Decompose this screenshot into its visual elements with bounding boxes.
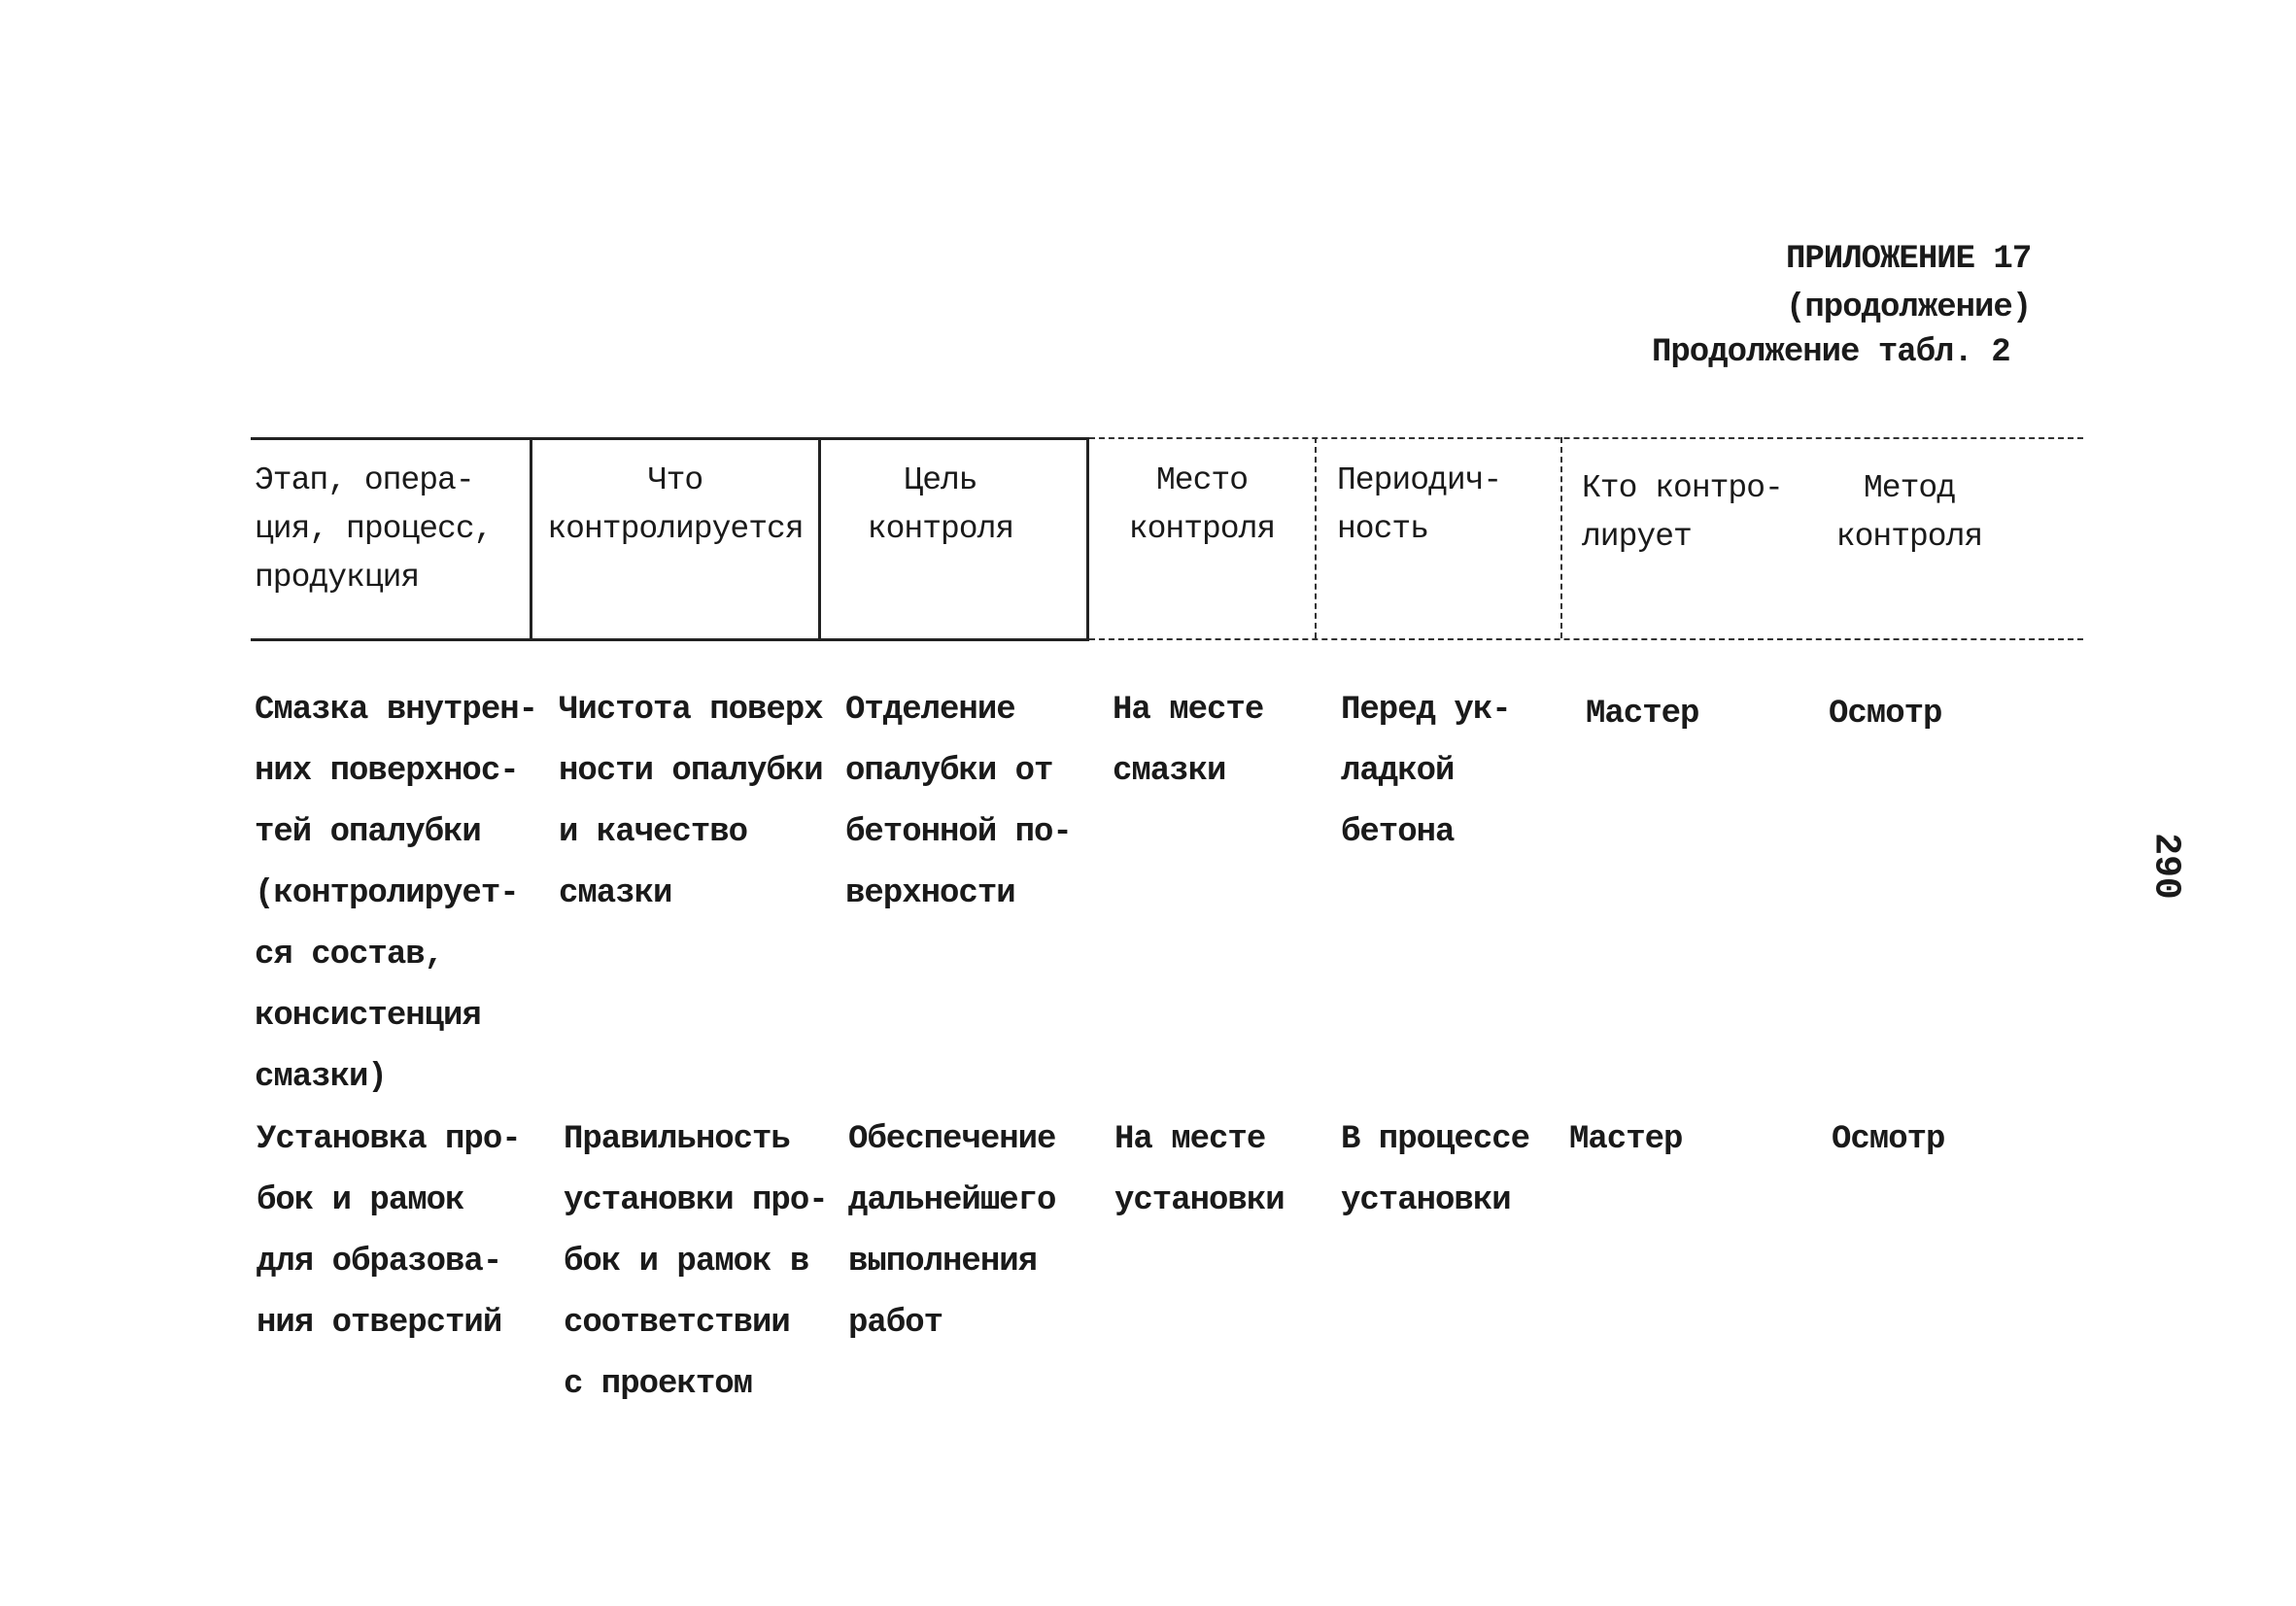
page-number: 290 (2144, 833, 2187, 900)
row1-goal: Отделение опалубки от бетонной по- верхности (845, 692, 1072, 912)
col-header-method: Метод контроля (1835, 470, 1983, 555)
row2-what: Правильность установки про- бок и рамок в соответствии с проектом (564, 1121, 828, 1403)
col-header-goal: Цель контроля (867, 462, 1014, 547)
col-sep-1 (530, 437, 532, 638)
table-top-rule (251, 437, 1089, 440)
row1-stage: Смазка внутрен- них поверхнос- тей опалубки (контролирует- ся состав, консистенция смазки) (255, 692, 538, 1096)
col-header-periodicity: Периодич- ность (1337, 462, 1502, 547)
row2-stage: Установка про- бок и рамок для образова- ния отверстий (257, 1121, 521, 1342)
row1-what: Чистота поверх ности опалубки и качество смазки (559, 692, 823, 912)
continuation-label: (продолжение) (1786, 290, 2032, 326)
row2-place: На месте установки (1114, 1121, 1285, 1219)
table-header-bottom-rule (251, 638, 1089, 641)
table-continuation-label: Продолжение табл. 2 (1652, 334, 2010, 371)
row1-place: На месте смазки (1113, 692, 1264, 790)
row2-method: Осмотр (1832, 1121, 1945, 1158)
row2-goal: Обеспечение дальнейшего выполнения работ (848, 1121, 1056, 1342)
row1-who: Мастер (1586, 696, 1699, 733)
table-top-rule-dashed (1089, 437, 2083, 439)
appendix-label: ПРИЛОЖЕНИЕ 17 (1786, 241, 2032, 278)
col-header-stage: Этап, опера- ция, процесс, продукция (255, 462, 493, 596)
col-sep-3 (1086, 437, 1089, 638)
col-sep-2 (818, 437, 821, 638)
table-header-bottom-rule-dashed (1089, 638, 2083, 640)
col-sep-5 (1560, 437, 1562, 638)
col-header-what: Что контролируется (547, 462, 804, 547)
col-header-who: Кто контро- лирует (1582, 470, 1783, 555)
row1-periodicity: Перед ук- ладкой бетона (1341, 692, 1511, 851)
col-sep-4 (1315, 437, 1317, 638)
row2-who: Мастер (1569, 1121, 1683, 1158)
row1-method: Осмотр (1829, 696, 1942, 733)
col-header-place: Место контроля (1128, 462, 1276, 547)
row2-periodicity: В процессе установки (1341, 1121, 1530, 1219)
